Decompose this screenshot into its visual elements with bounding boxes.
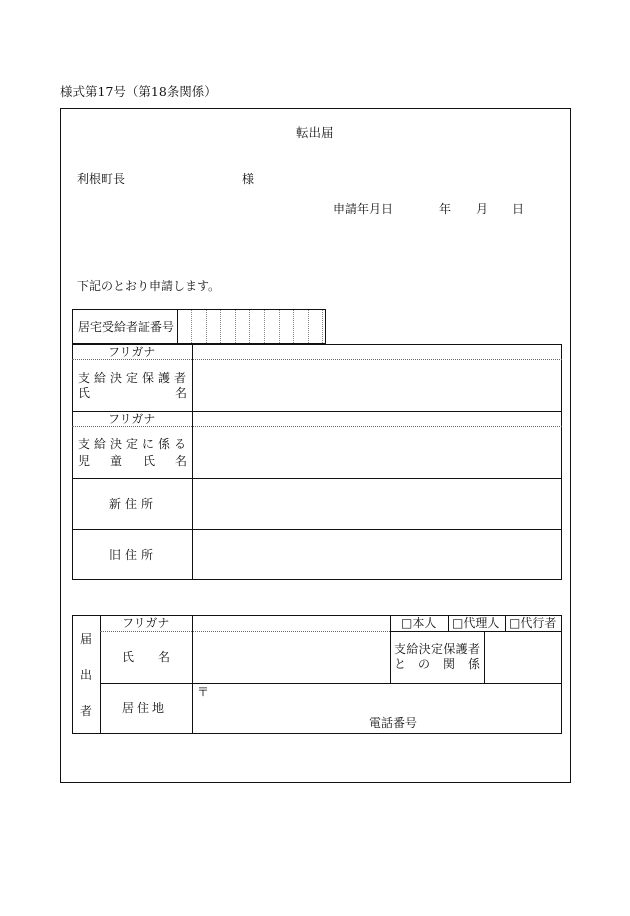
date-month: 月 xyxy=(476,202,489,216)
addressee-honorific: 様 xyxy=(242,172,255,186)
digit-cell-divider xyxy=(264,310,265,343)
digit-cell-divider xyxy=(279,310,280,343)
digit-cell-divider xyxy=(206,310,207,343)
addressee-name: 利根町長 xyxy=(77,172,126,186)
old-address-label: 旧住所 xyxy=(109,548,158,562)
relation-label-line1: 支給決定保護者 xyxy=(394,642,480,656)
divider xyxy=(390,615,391,683)
digit-cell-divider xyxy=(191,310,192,343)
guardian-label-shi: 氏 xyxy=(78,386,91,400)
divider xyxy=(100,683,562,684)
intro-text: 下記のとおり申請します。 xyxy=(77,279,221,293)
relation-label-char: と xyxy=(394,657,407,671)
relation-label-char: の xyxy=(418,657,431,671)
form-title: 転出届 xyxy=(296,125,334,140)
guardian-label-line1: 支給決定保護者 xyxy=(78,371,186,385)
digit-cell-divider xyxy=(249,310,250,343)
application-date-label: 申請年月日 xyxy=(333,202,394,216)
notifier-side-label-char: 者 xyxy=(80,704,93,718)
child-label-char: 児 xyxy=(78,454,91,468)
child-label-char: 名 xyxy=(175,454,188,468)
divider xyxy=(100,615,101,734)
notifier-name-field[interactable] xyxy=(193,632,389,682)
relation-field[interactable] xyxy=(485,632,561,682)
divider xyxy=(177,309,178,344)
notifier-side-label-char: 出 xyxy=(80,668,93,682)
child-furigana-label: フリガナ xyxy=(108,412,156,426)
child-label-char: 氏 xyxy=(143,454,156,468)
guardian-name-field[interactable] xyxy=(193,360,561,410)
option-agent-checkbox[interactable]: □代理人 xyxy=(452,616,500,630)
new-address-label: 新住所 xyxy=(109,497,158,511)
option-self-checkbox[interactable]: □本人 xyxy=(401,616,437,630)
option-proxy-checkbox[interactable]: □代行者 xyxy=(509,616,557,630)
guardian-furigana-label: フリガナ xyxy=(108,345,156,359)
postal-mark: 〒 xyxy=(197,685,210,699)
divider xyxy=(448,615,449,631)
notifier-name-label-char: 氏 xyxy=(122,650,135,664)
form-number: 様式第17号（第18条関係） xyxy=(60,84,217,99)
relation-label-char: 関 xyxy=(443,657,456,671)
digit-cell-divider xyxy=(235,310,236,343)
date-year: 年 xyxy=(439,202,452,216)
residence-field[interactable] xyxy=(210,685,560,699)
digit-cell-divider xyxy=(293,310,294,343)
certificate-number-label: 居宅受給者証番号 xyxy=(78,320,175,334)
relation-label-char: 係 xyxy=(468,657,481,671)
phone-label: 電話番号 xyxy=(369,716,418,730)
child-label-char: 童 xyxy=(110,454,123,468)
divider xyxy=(505,615,506,631)
notifier-name-label-char: 名 xyxy=(158,650,171,664)
notifier-furigana-label: フリガナ xyxy=(122,616,170,630)
child-name-field[interactable] xyxy=(193,427,561,477)
child-label-line1: 支給決定に係る xyxy=(78,437,186,451)
digit-cell-divider xyxy=(220,310,221,343)
guardian-label-mei: 名 xyxy=(175,386,188,400)
notifier-side-label-char: 届 xyxy=(80,632,93,646)
residence-label: 居住地 xyxy=(122,701,168,715)
date-day: 日 xyxy=(512,202,525,216)
digit-cell-divider xyxy=(308,310,309,343)
phone-field[interactable] xyxy=(420,714,560,730)
digit-cell-divider xyxy=(322,310,323,343)
new-address-field[interactable] xyxy=(193,479,561,528)
old-address-field[interactable] xyxy=(193,530,561,579)
